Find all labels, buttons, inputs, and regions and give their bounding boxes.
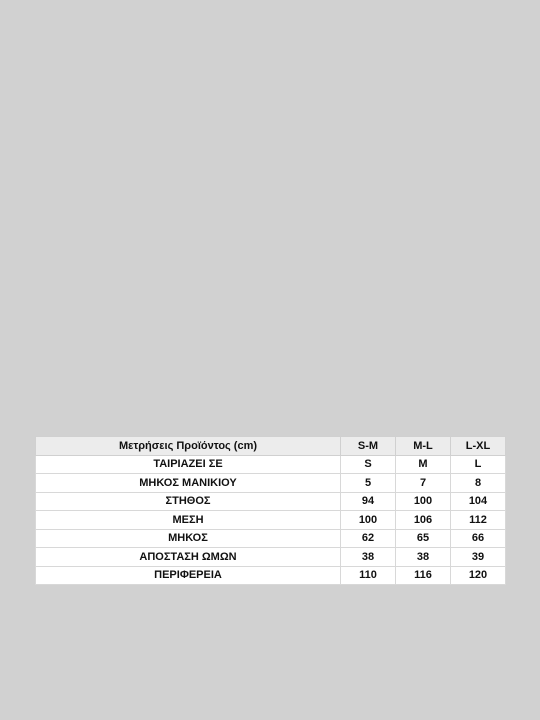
header-measurements: Μετρήσεις Προϊόντος (cm) xyxy=(36,437,341,456)
table-row xyxy=(36,511,506,530)
table-row xyxy=(36,566,506,585)
row-value: 116 xyxy=(396,566,451,585)
row-label: ΤΑΙΡΙΑΖΕΙ ΣΕ xyxy=(36,455,341,474)
row-label: ΜΗΚΟΣ ΜΑΝΙΚΙΟΥ xyxy=(36,474,341,493)
table-row xyxy=(36,455,506,474)
row-value: 104 xyxy=(451,492,506,511)
header-size-l-xl: L-XL xyxy=(451,437,506,456)
row-value: 38 xyxy=(396,548,451,567)
row-value: 112 xyxy=(451,511,506,530)
header-size-m-l: M-L xyxy=(396,437,451,456)
row-value: 38 xyxy=(341,548,396,567)
row-value: 5 xyxy=(341,474,396,493)
table-row xyxy=(36,548,506,567)
row-value: 39 xyxy=(451,548,506,567)
row-value: 100 xyxy=(396,492,451,511)
row-label: ΜΕΣΗ xyxy=(36,511,341,530)
row-label: ΠΕΡΙΦΕΡΕΙΑ xyxy=(36,566,341,585)
header-size-s-m: S-M xyxy=(341,437,396,456)
row-value: 8 xyxy=(451,474,506,493)
row-label: ΜΗΚΟΣ xyxy=(36,529,341,548)
row-value: 94 xyxy=(341,492,396,511)
row-value: 62 xyxy=(341,529,396,548)
row-value: 66 xyxy=(451,529,506,548)
row-label: ΑΠΟΣΤΑΣΗ ΩΜΩΝ xyxy=(36,548,341,567)
row-value: 100 xyxy=(341,511,396,530)
table-row xyxy=(36,492,506,511)
row-value: M xyxy=(396,455,451,474)
table-row xyxy=(36,474,506,493)
row-value: 7 xyxy=(396,474,451,493)
row-value: 110 xyxy=(341,566,396,585)
row-value: L xyxy=(451,455,506,474)
row-label: ΣΤΗΘΟΣ xyxy=(36,492,341,511)
row-value: 106 xyxy=(396,511,451,530)
row-value: 65 xyxy=(396,529,451,548)
table-row xyxy=(36,529,506,548)
row-value: 120 xyxy=(451,566,506,585)
table-header-row xyxy=(36,437,506,456)
size-chart-table xyxy=(35,436,506,585)
row-value: S xyxy=(341,455,396,474)
